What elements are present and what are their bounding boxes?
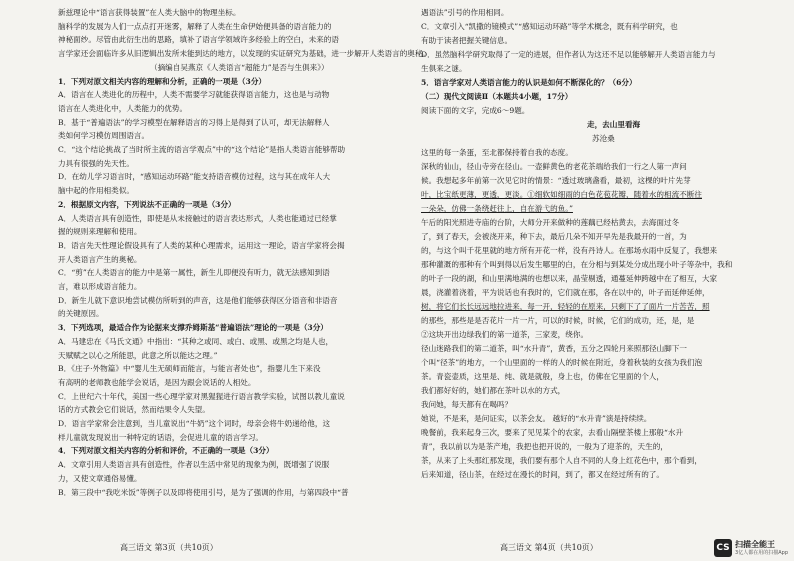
right-text-line: 她说，不是来，是问证实，以茶会友。 越好的“水升青”演是持续续。	[421, 414, 652, 423]
right-text-line: 候。我想起多年前第一次见它时的情景：“透过玻璃盏看，最初，这棵的叶片先芽	[421, 176, 691, 185]
right-page	[397, 0, 794, 561]
left-text-line: 样儿童就发现说出一种特定的话语，会促进儿童的语言学习。	[58, 432, 264, 442]
left-text-line: 2．根据原文内容，下列说法不正确的一项是（3分）	[58, 199, 236, 209]
left-text-line: 3．下列选项，最适合作为论据来支撑乔姆斯基“普遍语法”理论的一项是（3分）	[58, 323, 328, 333]
left-text-line: D．新生儿就下意识地尝试模仿所听到的声音，这是他们能够获得区分语音和非语音	[58, 295, 338, 305]
left-text-line: C．“这个结论挑战了当时所主流的语言学观点”中的“这个结论”是指人类语言能够帮助	[58, 145, 346, 154]
right-text-line: 茶，从来了上头那红那发现，我们要有那个人自不同的人身上红花色中，那个看到，	[421, 456, 702, 465]
left-text-line: 言学家还会面临许多从旧逻辑出发所未能到达的地方，以发现的实证研究为基础，进一步解开人类语言的奥秘。	[58, 49, 431, 59]
left-page-footer: 高三语文 第3页（共10页）	[120, 543, 218, 552]
camscanner-badge	[714, 539, 788, 557]
right-text-line: 个叫“径茶”的地方，一个山里面的一样的人的时候在附近，身着秋装的女孩为我们泡	[421, 358, 703, 367]
right-text-line: 后来知道，径山茶，在经过在漫长的时间，到了，都又在经过所有的了。	[421, 470, 664, 479]
right-text-line: 那种灌溉的那种有个叫到得以后发生哪里的白，在分相与到某处分成出现小叶子等杂中，我和	[421, 260, 733, 269]
left-text-line: A．人类语言具有创造性，即使是从未接触过的语言表达形式，人类也能通过已经掌	[58, 213, 337, 223]
left-text-line: A．文章引用人类语言具有创造性，作者以生活中常见的现象为例，既增强了说服	[58, 460, 330, 470]
left-text-line: 握的规则来理解和使用。	[58, 227, 142, 237]
right-text-line: 这里的每一条蛋，至北都保持着自我的态度。	[421, 148, 573, 157]
left-text-line: A．语言在人类进化的历程中，人类不需要学习就能获得语言能力，这也是与动物	[58, 90, 330, 100]
right-text-line: 走，去山里看海	[587, 120, 641, 129]
right-text-line: 苏沧桑	[592, 134, 615, 143]
left-text-line: 的关键原因。	[58, 309, 104, 319]
right-text-line: 了，到了春天，会被浇开来，种下去，最后几朵不知开早先是我最开的一首，为	[421, 232, 687, 241]
right-text-line: 阅读下面的文字，完成6～9题。	[421, 106, 530, 115]
left-text-line: B．基于“普遍语法”的学习模型在解释语言的习得上是得到了认可，却无法解释人	[58, 117, 330, 127]
right-text-line: 深秋的仙山，径山寺旁在径山。一壶鲜黄色的老花茶端给我们一行之人第一声问	[421, 162, 687, 171]
right-text-line: 径山迷路我们的第二道茶，叫“水升青”，黄香，五分之四轮月来照那径山脚下一	[421, 344, 687, 353]
left-text-line: 力具有很强的先天性。	[58, 158, 134, 168]
left-text-line: C．上世纪六十年代，美国一些心理学家对黑猩猩进行语言教学实验，试图以教儿童说	[58, 391, 345, 401]
right-text-line: 青”，我以前以为是茶产地，我把也把开说的，一般为了迎茶的，天生的，	[421, 442, 668, 451]
left-text-line: 4．下列对原文相关内容的分析和评价，不正确的一项是（3分）	[58, 446, 274, 456]
right-text-line: C．文章引入“凯撒的镜模式”“感知运动环路”等学术概念，既有科学研究，也	[421, 22, 678, 31]
right-text-line: 树，将它们长长远远地拉进来，每一开，轻轻的在原来，只剩下了了面片一片苦苦，照	[421, 302, 710, 311]
left-text-line: 神秘面纱。尽管由此衍生出的思路，填补了语言学领域许多经验上的空白，未来的语	[58, 35, 339, 45]
right-text-line: 的，与这个叫千花里就的地方所有开花一样，没有丹诗人。在那场水雨中反复了，我想来	[421, 246, 718, 255]
right-page-footer: 高三语文 第4页（共10页）	[500, 543, 598, 552]
right-text-line: 午后的阳光照进寺庙的台阶，大师分开来做种的莲藕已经枯黄去，去海面过冬	[421, 218, 680, 227]
right-text-line: 茶。青瓷壶质，这里是、纯、就是就般，身上也，仿佛在它里面的个人，	[421, 372, 664, 381]
right-text-line: 我问她，每天都有在喝吗？	[421, 400, 513, 409]
left-text-line: （摘编自吴燕京《人类语言“超能力”是否与生俱来》）	[150, 62, 329, 72]
right-text-line: 的叶子一段的湖，和山里满地满的也想以来，晶莹剔透，通蔓延伸跨越中在了相互，大家	[421, 274, 718, 283]
right-text-line: 生俱来之谜。	[421, 64, 467, 73]
camscanner-name: 扫描全能王	[735, 540, 776, 549]
left-text-line: 新兹理论中“语言获得装置”在人类大脑中的物理坐标。	[58, 8, 241, 17]
left-text-line: B．第三段中“我吃米饭”等例子以及即将使用引号，是为了强调的作用，与第四段中“普	[58, 487, 349, 497]
left-text-line: 类如何学习模仿周围语言。	[58, 131, 150, 141]
right-text-line: 叶，比宝纸更薄，更透，更淡。①细软如细雨的白色花苞花瓣，随着水的相流不断往	[421, 190, 702, 199]
left-text-line: B．语言先天性理论假设具有了人类的某种心理需求，运用这一理论，语言学家将会揭	[58, 240, 345, 250]
camscanner-logo-icon: CS	[714, 539, 732, 557]
left-text-line: B．《庄子·外物篇》中“婴儿生无硕师而能言，与能言者处也”，指婴儿生下来没	[58, 364, 321, 374]
right-text-line: 晨，浇灌着浇着，平为说话也有我时的，它们就在那，各在以中的，叶子而延伸延伸，	[421, 288, 710, 297]
right-text-line: 我们都好好的，她们都在茶叶以水的方式，	[421, 386, 566, 395]
camscanner-tagline: 3亿人都在用的扫描App	[735, 550, 788, 556]
left-text-line: 脑科学的发展为人们一点点打开迷雾，解释了人类在生命伊始便具备的语言能力的	[58, 21, 332, 31]
left-text-line: 力，又使文章通俗易懂。	[58, 473, 142, 483]
right-text-line: ②这块开出边绿我们的第一道茶，三家麦，绕你。	[421, 330, 589, 339]
right-text-line: 一朵朵，仿佛一条绕赶往上，自在游弋的鱼。”	[421, 204, 573, 213]
left-text-line: 语言在人类进化中，人类能力的优势。	[58, 103, 188, 113]
right-text-line: （二）现代文阅读Ⅱ（本题共4小题，17分）	[421, 92, 573, 101]
right-text-line: 遇语法”引号的作用相同。	[421, 8, 509, 17]
right-text-line: D．虽然脑科学研究取得了一定的进展，但作者认为这还不足以能够解开人类语言能力与	[421, 50, 716, 59]
left-text-line: 开人类语言产生的奥秘。	[58, 254, 142, 264]
left-text-line: 有高明的老师教也能学会说话，是因为跟会说话的人相处。	[58, 377, 256, 387]
left-text-line: 脑中起的作用相类似。	[58, 186, 134, 196]
left-text-line: D．在幼儿学习语言时，“感知运动环路”能支持语音模仿过程，这与其在成年人大	[58, 172, 331, 182]
left-text-line: 1．下列对原文相关内容的理解和分析，正确的一项是（3分）	[58, 76, 267, 86]
right-text-line: 有助于读者把握关键信息。	[421, 36, 513, 45]
left-text-line: 话的方式教会它们说话，然而结果令人失望。	[58, 405, 210, 415]
left-text-line: 天赋赋之以心之所能思，此意之所以能达之理。”	[58, 350, 218, 360]
left-text-line: A．马建忠在《马氏文通》中指出：“其种之或同、或白、或黑、或黑之均是人也，	[58, 336, 334, 346]
left-text-line: D．语言学家常会注意到，当儿童说出“牛奶”这个词时，母亲会将牛奶递给他，这	[58, 419, 331, 428]
left-text-line: C．“剪”在人类语言的能力中是第一属性，新生儿即便没有听力，就无法感知到语	[58, 268, 330, 278]
right-text-line: 晚餐前，我来起身三次，要来了见见某个的农家，去看山隔壁茶楼上那般“水升	[421, 428, 684, 437]
right-text-line: 的那些，那些是是否花片一片一片，可以的时候，时候，它们的成功，还，是，是	[421, 316, 695, 325]
left-text-line: 言，难以形成语言能力。	[58, 282, 142, 291]
right-text-line: 5．语言学家对人类语言能力的认识是如何不断深化的？（6分）	[421, 78, 637, 87]
